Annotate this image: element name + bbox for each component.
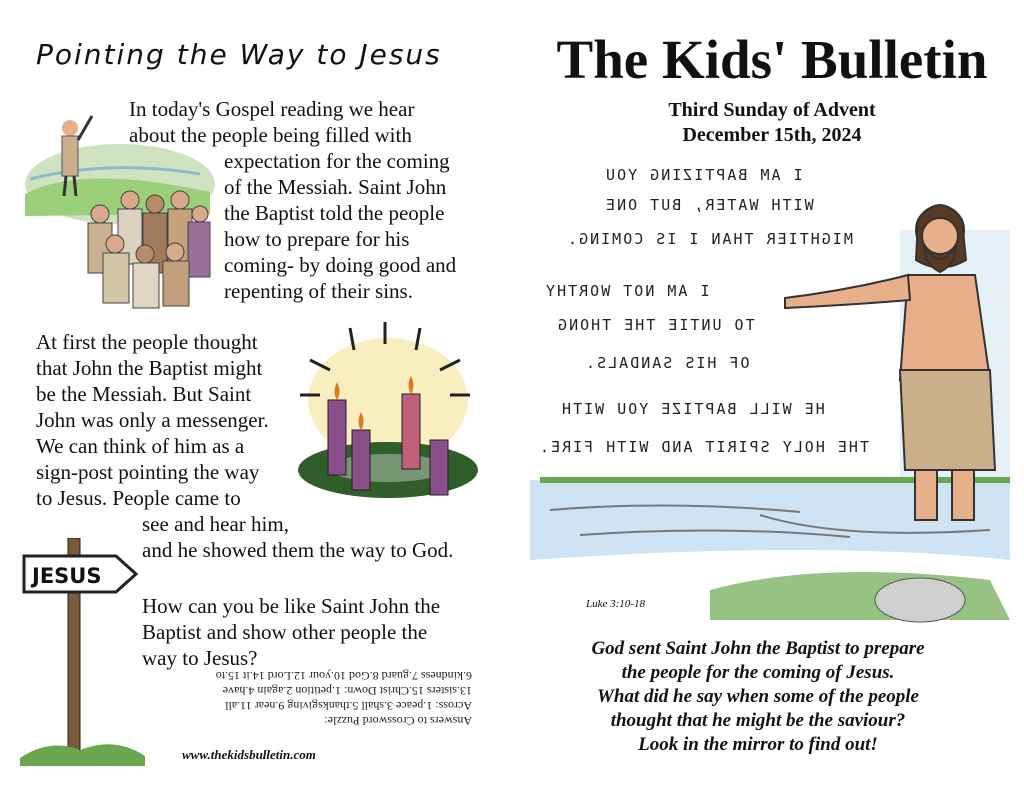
text-line: expectation for the coming bbox=[224, 149, 450, 173]
mirror-line: MIGHTIER THAN I IS COMING. bbox=[566, 230, 853, 248]
mirror-line: THE HOLY SPIRIT AND WITH FIRE. bbox=[538, 438, 869, 456]
sign-label: JESUS bbox=[32, 564, 102, 588]
section-title: Pointing the Way to Jesus bbox=[36, 38, 442, 71]
text-line: and he showed them the way to God. bbox=[142, 538, 454, 562]
mirror-line: I AM NOT WORTHY bbox=[544, 282, 710, 300]
text-line: how to prepare for his bbox=[224, 227, 410, 251]
answers-line: Across: 1.peace 3.shall 5.thanksgiving 9.near 11.all bbox=[225, 699, 472, 713]
caption-question bbox=[548, 637, 968, 757]
scripture-reference: Luke 3:10-18 bbox=[586, 598, 645, 610]
text-line: that John the Baptist might bbox=[36, 356, 263, 380]
mirror-line: OF HIS SANDALS. bbox=[584, 354, 750, 372]
text-line: coming- by doing good and bbox=[224, 253, 457, 277]
intro-text-bottom bbox=[224, 148, 456, 304]
answers-line: 6.kindness 7.guard 8.God 10.your 12.Lord 14.it 15.to bbox=[215, 669, 472, 683]
signpost-illustration bbox=[20, 538, 150, 766]
text-line: Baptist and show other people the bbox=[142, 620, 428, 644]
answers-line: 13.sisters 15.Christ Down: 1.petition 2.again 4.have bbox=[222, 684, 472, 698]
question-text bbox=[142, 593, 440, 671]
text-line: way to Jesus? bbox=[142, 646, 258, 670]
advent-wreath-illustration bbox=[290, 320, 485, 505]
caption-line: God sent Saint John the Baptist to prepare bbox=[591, 638, 925, 659]
caption-line: What did he say when some of the people bbox=[597, 686, 919, 707]
text-line: repenting of their sins. bbox=[224, 279, 413, 303]
text-line: In today's Gospel reading we hear bbox=[129, 97, 415, 121]
rock-shape bbox=[875, 578, 965, 622]
bulletin-title: The Kids' Bulletin bbox=[556, 29, 988, 90]
text-line: How can you be like Saint John the bbox=[142, 594, 441, 618]
crowd-figures bbox=[88, 191, 210, 308]
messenger-text-end bbox=[142, 511, 453, 563]
caption-line: Look in the mirror to find out! bbox=[638, 734, 878, 755]
caption-line: the people for the coming of Jesus. bbox=[621, 662, 895, 683]
text-line: to Jesus. People came to bbox=[36, 486, 241, 510]
liturgical-day: Third Sunday of Advent bbox=[668, 99, 876, 121]
mirror-line: WITH WATER, BUT ONE bbox=[604, 196, 814, 214]
candle-2 bbox=[352, 430, 370, 490]
crossword-answers-upside-down bbox=[142, 668, 472, 728]
text-line: At first the people thought bbox=[36, 330, 258, 354]
messenger-text bbox=[36, 329, 269, 511]
candle-3 bbox=[402, 394, 420, 469]
text-line: of the Messiah. Saint John bbox=[224, 175, 447, 199]
candle-4 bbox=[430, 440, 448, 495]
text-line: the Baptist told the people bbox=[224, 201, 445, 225]
date-line: December 15th, 2024 bbox=[682, 124, 862, 146]
mirror-line: TO UNTIE THE THONG bbox=[556, 316, 755, 334]
signpost-grass bbox=[20, 744, 145, 766]
website-link[interactable]: www.thekidsbulletin.com bbox=[182, 747, 316, 762]
caption-line: thought that he might be the saviour? bbox=[610, 710, 906, 731]
intro-text-top bbox=[129, 96, 414, 148]
answers-heading: Answers to Crossword Puzzle: bbox=[324, 714, 472, 728]
text-line: We can think of him as a bbox=[36, 434, 245, 458]
bulletin-date bbox=[560, 98, 984, 148]
text-line: about the people being filled with bbox=[129, 123, 412, 147]
john-figure-large bbox=[785, 205, 995, 520]
mirror-line: I AM BAPTIZING YOU bbox=[604, 166, 803, 184]
text-line: see and hear him, bbox=[142, 512, 289, 536]
candle-1 bbox=[328, 400, 346, 475]
mirror-line: HE WILL BAPTIZE YOU WITH bbox=[560, 400, 825, 418]
text-line: John was only a messenger. bbox=[36, 408, 269, 432]
text-line: be the Messiah. But Saint bbox=[36, 382, 252, 406]
foreground-grass bbox=[710, 572, 1010, 620]
text-line: sign-post pointing the way bbox=[36, 460, 260, 484]
